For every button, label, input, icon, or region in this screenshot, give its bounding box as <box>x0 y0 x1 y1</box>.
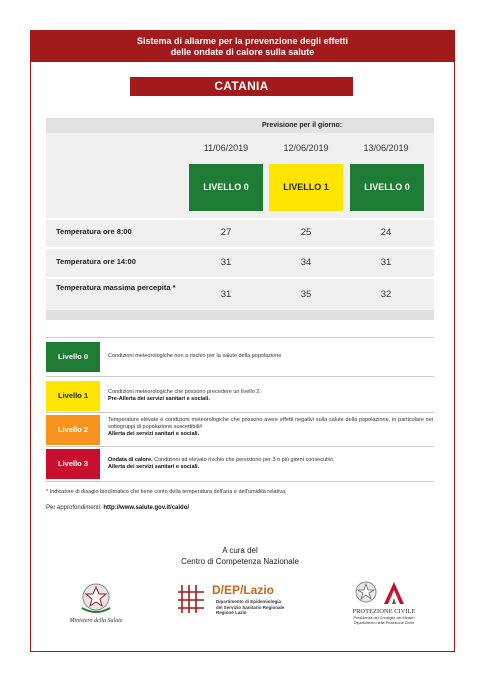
pc-subtitle <box>344 616 424 625</box>
legend-heading: Ondata di calore. <box>108 457 153 463</box>
pc-subtitle-line: Presidenza del Consiglio dei Ministri <box>353 616 415 620</box>
legend-description: Condizioni meteorologiche che possono precedere un livello 2. <box>108 389 261 395</box>
legend-level-2-badge: Livello 2 <box>46 415 100 445</box>
legend-level-1-badge: Livello 1 <box>46 381 100 411</box>
legend-description: Temperature elevate e condizioni meteorologiche che possono avere effetti negativi sulla salute della popolazione, in particolare nei sottogruppi di popolazione suscettibili# <box>108 417 433 430</box>
temperature-value: 31 <box>220 257 232 268</box>
legend-level-1-text <box>108 389 433 403</box>
legend-level-3-badge: Livello 3 <box>46 449 100 479</box>
forecast-date: 12/06/2019 <box>283 143 329 153</box>
temperature-value: 35 <box>300 289 312 300</box>
row-label: Temperatura ore 14:00 <box>56 257 136 266</box>
dep-subtitle-line: del Servizio Sanitario Regionale <box>216 604 285 610</box>
city-title: CATANIA <box>130 77 353 96</box>
row-label: Temperatura ore 8:00 <box>56 227 132 236</box>
header-line-1: Sistema di allarme per la prevenzione degli effetti <box>136 36 349 46</box>
temperature-value: 31 <box>220 289 232 300</box>
dep-lazio-logo <box>176 583 306 627</box>
legend-alert: Allerta dei servizi sanitari e sociali. <box>108 464 200 470</box>
legend-level-3-text <box>108 457 433 471</box>
credits <box>150 545 330 567</box>
legend-divider <box>46 446 434 447</box>
level-badge: LIVELLO 0 <box>189 164 263 211</box>
table-footer-bar <box>46 310 434 320</box>
dep-title: D/EP/Lazio <box>212 583 275 597</box>
legend-level-0-badge: Livello 0 <box>46 342 100 372</box>
more-info-label: Per approfondimenti: <box>46 505 102 511</box>
row-divider <box>46 218 434 220</box>
level-badge: LIVELLO 1 <box>269 164 343 211</box>
more-info-link[interactable]: http://www.salute.gov.it/caldo/ <box>103 505 190 511</box>
forecast-date: 13/06/2019 <box>363 143 409 153</box>
legend-alert: Pre-Allerta dei servizi sanitari e sociali. <box>108 396 210 402</box>
protezione-civile-logo <box>344 578 424 630</box>
forecast-header-row <box>46 118 434 133</box>
forecast-date: 11/06/2019 <box>203 143 249 153</box>
page-header <box>30 30 455 62</box>
protezione-civile-emblem-icon <box>352 578 412 606</box>
legend-level-0-text <box>108 353 433 360</box>
temperature-value: 27 <box>220 227 232 238</box>
dep-subtitle-line: Regione Lazio <box>216 610 247 615</box>
legend-divider <box>46 376 434 377</box>
pc-title: PROTEZIONE CIVILE <box>352 608 416 615</box>
temperature-value: 32 <box>380 289 392 300</box>
footnote: * Indicatore di disagio bioclimatico che tiene conto della temperatura dell'aria e dell'umidità relativa. <box>46 489 287 495</box>
pc-subtitle-line: Dipartimento della Protezione Civile <box>353 620 415 625</box>
temperature-value: 34 <box>300 257 312 268</box>
legend-alert: Allerta dei servizi sanitari e sociali. <box>108 431 200 437</box>
legend-description: Condizioni meteorologiche non a rischio per la salute della popolazione <box>108 353 282 359</box>
credits-line-1: A cura del <box>222 546 258 555</box>
temperature-value: 24 <box>380 227 392 238</box>
temperature-value: 25 <box>300 227 312 238</box>
row-label: Temperatura massima percepita * <box>56 283 176 292</box>
ministero-label: Ministero della Salute <box>69 618 123 624</box>
italian-emblem-icon <box>76 580 116 614</box>
legend-divider <box>46 412 434 413</box>
dep-grid-icon <box>176 583 206 615</box>
credits-line-2: Centro di Competenza Nazionale <box>181 557 299 566</box>
row-divider <box>46 277 434 279</box>
row-divider <box>46 247 434 249</box>
level-badge: LIVELLO 0 <box>350 164 424 211</box>
header-line-2: delle ondate di calore sulla salute <box>170 47 315 57</box>
ministero-logo <box>66 580 126 630</box>
more-info-line <box>46 505 189 511</box>
dep-subtitle-line: Dipartimento di Epidemiologia <box>216 599 282 604</box>
legend-divider <box>46 481 434 482</box>
dep-subtitle <box>216 599 306 616</box>
legend-description: Condizioni ad elevato rischio che persistono per 3 o più giorni consecutivi. <box>152 457 335 463</box>
temperature-value: 31 <box>380 257 392 268</box>
legend-level-2-text <box>108 417 433 438</box>
forecast-label: Previsione per il giorno: <box>262 122 343 129</box>
legend-divider <box>46 337 434 338</box>
